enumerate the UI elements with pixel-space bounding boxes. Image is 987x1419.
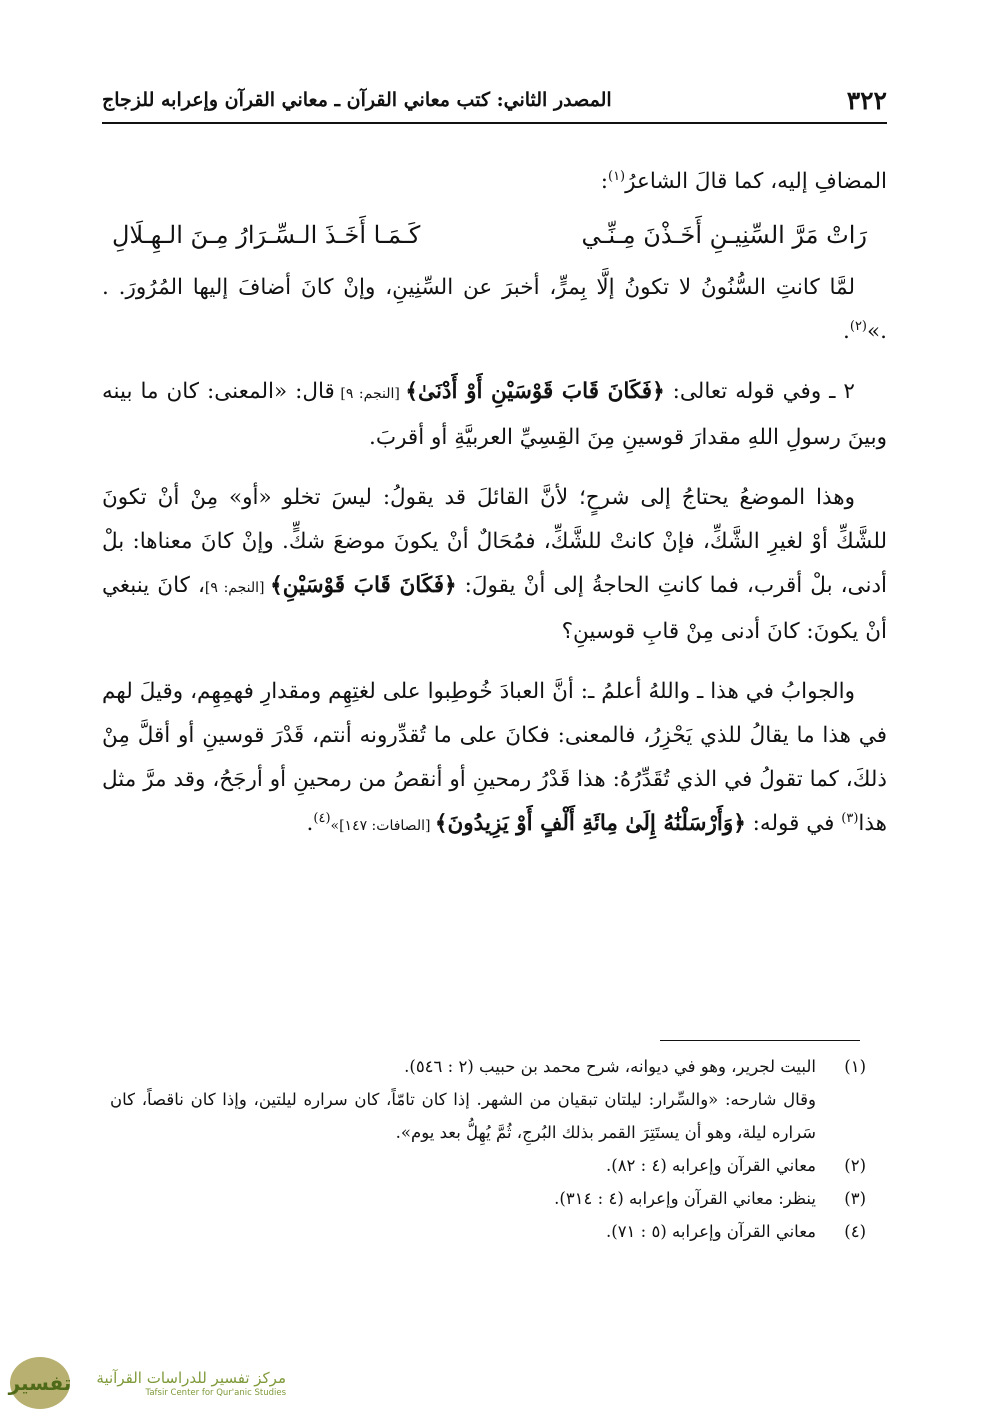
footnote-ref-2: (٢): [849, 318, 867, 334]
footnote-item: [110, 1182, 866, 1215]
quran-verse-najm-short: ﴿فَكَانَ قَابَ قَوْسَيْنِ﴾: [270, 573, 457, 598]
logo-text: [70, 1368, 292, 1398]
verse-second-hemistich: كَـمَـا أَخَـذَ الـسِّـرَارُ مِـنَ الـهِـلَالِ: [112, 221, 421, 249]
p4-start: وهذا الموضعُ يحتاجُ إلى شرحٍ؛ لأنَّ القائلَ قد يقولُ: ليسَ تخلو «أو» مِنْ أنْ تكونَ للشَّكِّ أوْ لغيرِ الشَّكِّ، فإنْ كانتْ للشَّكِّ، فمُحَالٌ أنْ يكونَ موضعَ شكٍّ. وإنْ كانَ معناها: بلْ أدنى، بلْ أقرب، فما كانتِ الحاجةُ إلى أنْ يقولَ:: [102, 485, 887, 598]
p5-start: والجوابُ في هذا ـ واللهُ أعلمُ ـ: أنَّ العبادَ خُوطِبوا على لغتِهِم ومقدارِ فهمِهِم، وقيلَ لهم في هذا ما يقالُ للذي يَحْزِرُ، فالمعنى: فكانَ على ما تُقدِّرونه أنتم، قَدْرَ قوسينِ أو أقلَّ مِنْ ذلكَ، كما تقولُ في الذي تُقَدِّرُهُ: هذا قَدْرُ رمحينِ أو أنقصُ من رمحينِ أو أرجَحُ، وقد مرَّ مثل هذا: [102, 679, 887, 836]
logo-english-name: Tafsir Center for Qur'anic Studies: [145, 1388, 286, 1398]
poetry-verse: [102, 210, 887, 260]
footnote-ref-1: (١): [607, 168, 626, 184]
p3-rest: قال: «المعنى: كان ما بينه وبينَ رسولِ اللهِ مقدارَ قوسينِ مِنَ القِسِيِّ العربيَّةِ أو أقربَ.: [102, 379, 887, 450]
p4-rest: ، كانَ ينبغي أنْ يكونَ: كانَ أدنى مِنْ قابِ قوسينِ؟: [102, 573, 887, 644]
footnote-text: وقال شارحه: «والسِّرار: ليلتان تبقيان من الشهر. إذا كان تامّاً، كان سراره ليلتين، وإذا كان ناقصاً، كان سَراره ليلة، وهو أن يستَتِرَ القمر بذلك البُرجِ، ثُمَّ يُهِلُّ بعد يوم».: [110, 1090, 816, 1142]
surah-ref-saffat: [الصافات: ١٤٧]»: [330, 818, 435, 834]
footnote-number: (٤): [844, 1222, 866, 1241]
footnote-item: [110, 1149, 866, 1182]
page-number: ٣٢٢: [846, 85, 887, 115]
quran-verse-saffat: ﴿وَأَرْسَلْنَٰهُ إِلَىٰ مِائَةِ أَلْفٍ أَوْ يَزِيدُونَ﴾: [434, 811, 746, 836]
p5-mid: في قوله:: [745, 811, 842, 836]
logo-arabic-name: مركز تفسير للدراسات القرآنية: [96, 1369, 286, 1387]
tafsir-emblem-icon: تفسير: [10, 1357, 70, 1409]
footnote-item: [110, 1050, 866, 1083]
paragraph-5: [102, 670, 887, 848]
footnote-number: (١): [844, 1057, 866, 1076]
footnote-divider: [660, 1040, 860, 1041]
footnote-number: (٣): [844, 1189, 866, 1208]
main-text: [102, 160, 887, 864]
footnote-number: (٢): [844, 1156, 866, 1175]
p2-text: لمَّا كانتِ السُّنُونُ لا تكونُ إلَّا بِمرٍّ، أخبرَ عن السِّنِينِ، وإنْ كانَ أضافَ إليها المُرُورَ. . .»: [102, 275, 887, 344]
footnote-item: [110, 1083, 866, 1149]
footnote-text: معاني القرآن وإعرابه (٤ : ٨٢).: [606, 1156, 816, 1175]
p2-end: .: [843, 319, 850, 344]
footnote-number: [816, 1083, 866, 1149]
footnote-text: البيت لجرير، وهو في ديوانه، شرح محمد بن حبيب (٢ : ٥٤٦).: [404, 1057, 816, 1076]
intro-end: :: [600, 169, 608, 194]
running-title: المصدر الثاني: كتب معاني القرآن ـ معاني القرآن وإعرابه للزجاج: [102, 89, 612, 111]
tafsir-center-logo: [10, 1353, 292, 1413]
footnotes: [110, 1050, 866, 1248]
footnote-ref-4: (٤): [313, 810, 331, 826]
page-header: [102, 78, 887, 124]
p3-start: ٢ ـ وفي قوله تعالى:: [664, 379, 855, 404]
paragraph-2: [102, 266, 887, 354]
paragraph-4: [102, 476, 887, 654]
footnote-item: [110, 1215, 866, 1248]
surah-ref-najm-2: [النجم: ٩]: [204, 580, 271, 596]
quran-verse-najm: ﴿فَكَانَ قَابَ قَوْسَيْنِ أَوْ أَدْنَىٰ﴾: [405, 379, 665, 404]
verse-first-hemistich: رَاتْ مَرَّ السِّنِيـنِ أَخَـذْنَ مِـنِّـي: [581, 221, 867, 249]
p5-end: .: [306, 811, 314, 836]
footnote-ref-3: (٣): [841, 810, 859, 826]
paragraph-intro: [102, 160, 887, 204]
intro-text: المضافِ إليه، كما قالَ الشاعرُ: [625, 169, 887, 194]
paragraph-3: [102, 370, 887, 460]
surah-ref-najm: [النجم: ٩]: [334, 386, 406, 402]
footnote-text: ينظر: معاني القرآن وإعرابه (٤ : ٣١٤).: [554, 1189, 816, 1208]
footnote-text: معاني القرآن وإعرابه (٥ : ٧١).: [606, 1222, 816, 1241]
